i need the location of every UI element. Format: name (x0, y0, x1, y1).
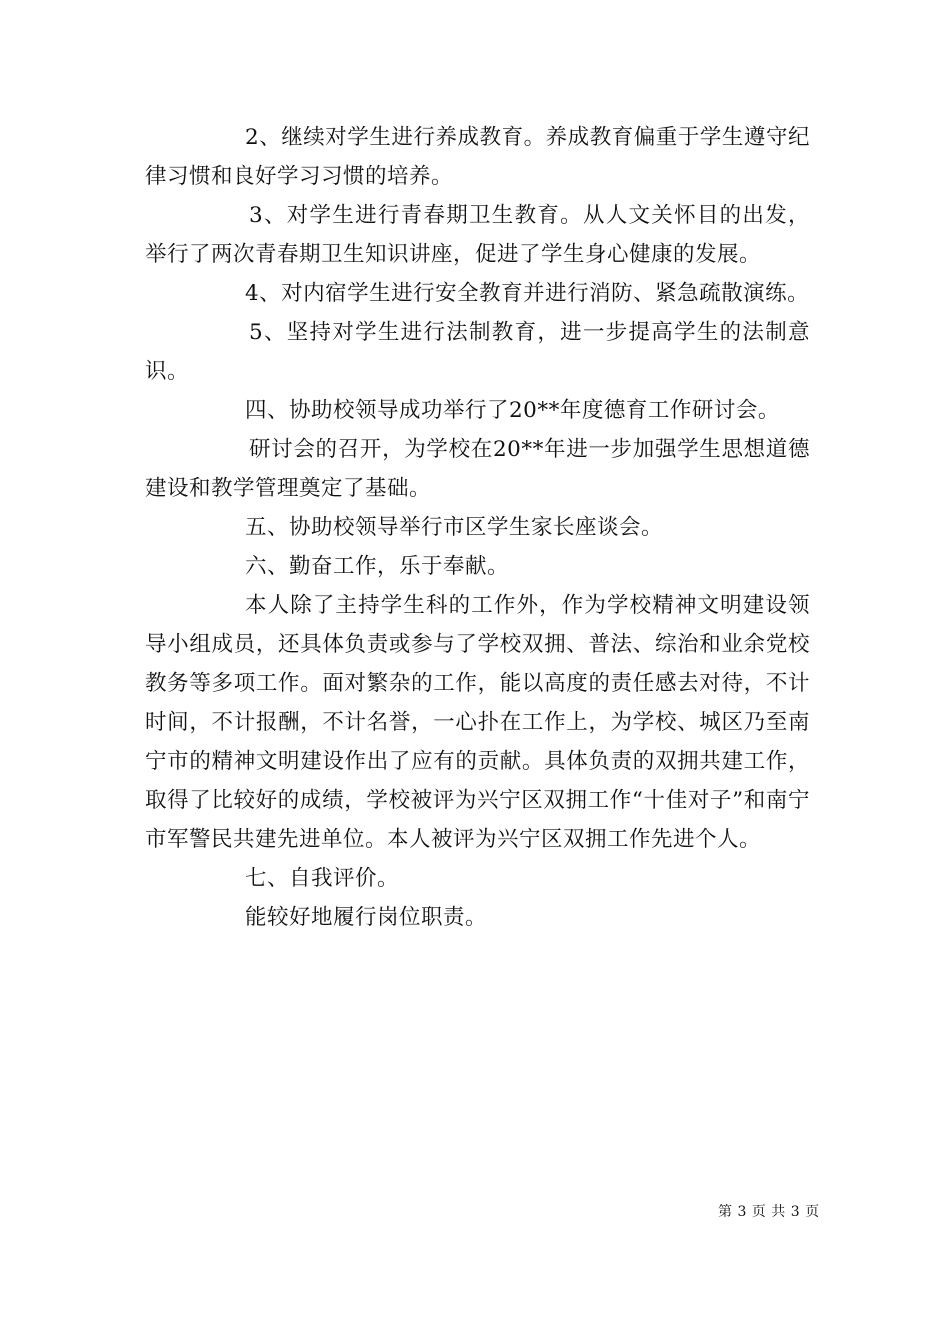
paragraph-work-summary: 本人除了主持学生科的工作外，作为学校精神文明建设领导小组成员，还具体负责或参与了学校双拥、普法、综治和业余党校教务等多项工作。面对繁杂的工作，能以高度的责任感去对待，不计时间，不计报酬，不计名誉，一心扑在工作上，为学校、城区乃至南宁市的精神文明建设作出了应有的贡献。具体负责的双拥共建工作，取得了比较好的成绩，学校被评为兴宁区双拥工作“十佳对子”和南宁市军警民共建先进单位。本人被评为兴宁区双拥工作先进个人。 (145, 593, 810, 852)
section-heading-5: 五、协助校领导举行市区学生家长座谈会。 (245, 515, 664, 540)
page-number-footer: 第 3 页 共 3 页 (718, 1204, 820, 1220)
paragraph-self-evaluation: 能较好地履行岗位职责。 (245, 905, 488, 930)
paragraph-item-2: 2、继续对学生进行养成教育。养成教育偏重于学生遵守纪律习惯和良好学习习惯的培养。 (145, 125, 810, 189)
paragraph-seminar: 研讨会的召开，为学校在20**年进一步加强学生思想道德建设和教学管理奠定了基础。 (145, 437, 810, 501)
paragraph-item-3: 3、对学生进行青春期卫生教育。从人文关怀目的出发，举行了两次青春期卫生知识讲座，促进了学生身心健康的发展。 (145, 203, 810, 267)
paragraph-item-5: 5、坚持对学生进行法制教育，进一步提高学生的法制意识。 (145, 320, 810, 384)
section-heading-4: 四、协助校领导成功举行了20**年度德育工作研讨会。 (245, 398, 780, 423)
section-heading-6: 六、勤奋工作，乐于奉献。 (245, 554, 510, 579)
section-heading-7: 七、自我评价。 (245, 866, 400, 891)
paragraph-item-4: 4、对内宿学生进行安全教育并进行消防、紧急疏散演练。 (245, 281, 810, 306)
document-body (145, 118, 810, 937)
